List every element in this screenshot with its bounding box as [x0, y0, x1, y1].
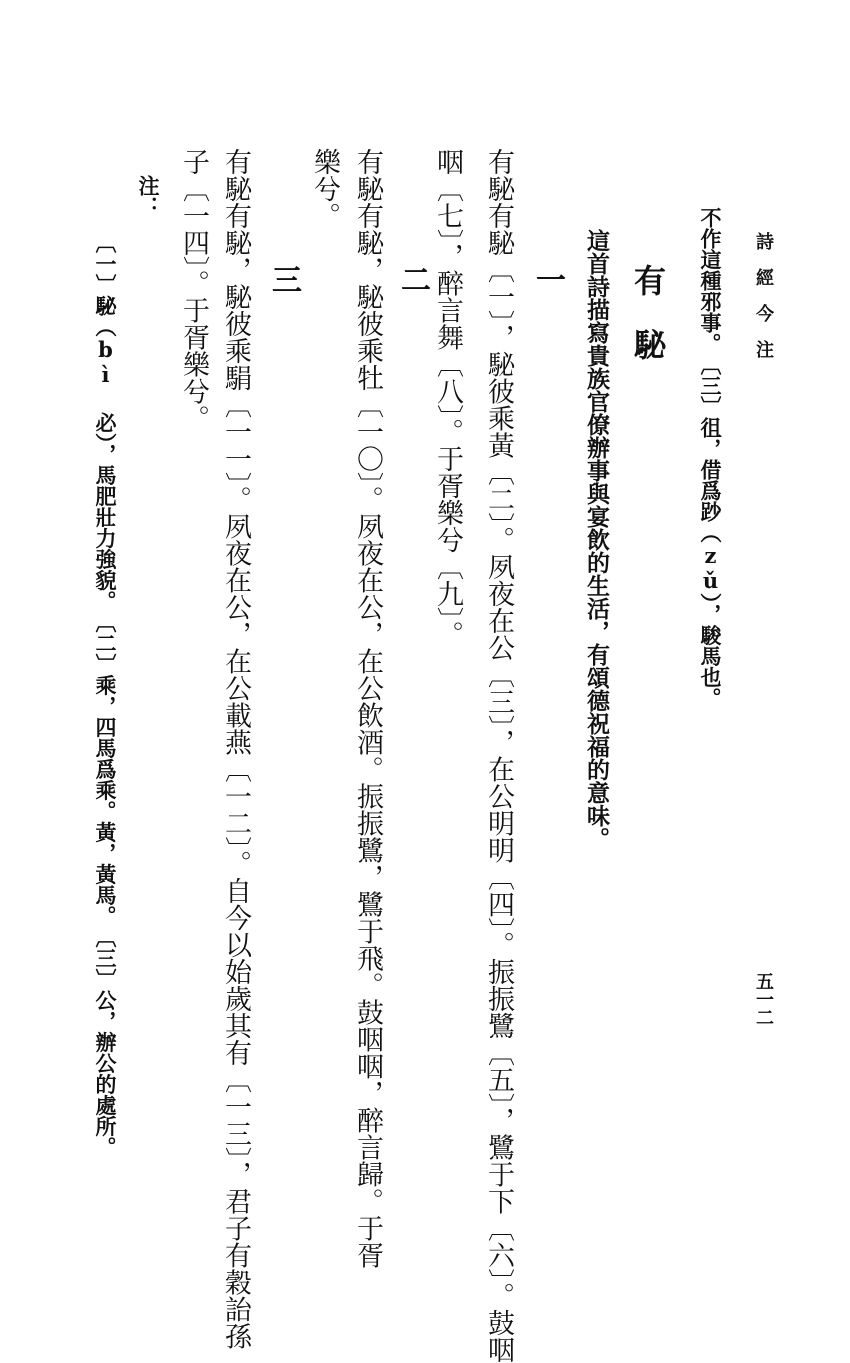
book-title-header: 詩 經 今 注 — [753, 232, 774, 358]
poem-intro: 這首詩描寫貴族官僚辦事與宴飲的生活，有頌德祝福的意味。 — [583, 229, 610, 850]
carryover-note: 不作這種邪事。 〔三〕徂，借爲䟞（zǔ），駿馬也。 — [698, 207, 723, 709]
notes-line-1: 〔一〕駜（bì 必），馬肥壯力強貌。 〔二〕乘，四馬爲乘。黃，黃馬。 〔三〕公，辦公的處所。 — [93, 232, 118, 1158]
notes-heading: 注： — [136, 175, 161, 217]
stanza-1-line-2: 咽〔七〕，醉言舞〔八〕。于胥樂兮〔九〕。 — [432, 148, 463, 648]
stanza-3-line-2: 子〔一四〕。于胥樂兮。 — [178, 148, 209, 432]
stanza-1-number: 一 — [530, 264, 565, 294]
stanza-2-line-2: 樂兮。 — [309, 148, 340, 229]
stanza-3-line-1: 有駜有駜，駜彼乘駽〔一一〕。夙夜在公，在公載燕〔一二〕。自今以始歲其有〔一三〕，君子有穀詒孫 — [220, 148, 251, 1350]
poem-title: 有 駜 — [629, 264, 667, 360]
stanza-2-number: 二 — [395, 264, 430, 294]
stanza-2-line-1: 有駜有駜，駜彼乘牡〔一〇〕。夙夜在公，在公飲酒。振振鷺，鷺于飛。鼓咽咽，醉言歸。于胥 — [352, 148, 383, 1269]
page-number: 五一二 — [753, 972, 774, 1026]
stanza-1-line-1: 有駜有駜〔一〕，駜彼乘黃〔二〕。夙夜在公〔三〕，在公明明〔四〕。振振鷺〔五〕，鷺于下〔六〕。鼓咽 — [483, 148, 514, 1363]
stanza-3-number: 三 — [266, 264, 301, 294]
